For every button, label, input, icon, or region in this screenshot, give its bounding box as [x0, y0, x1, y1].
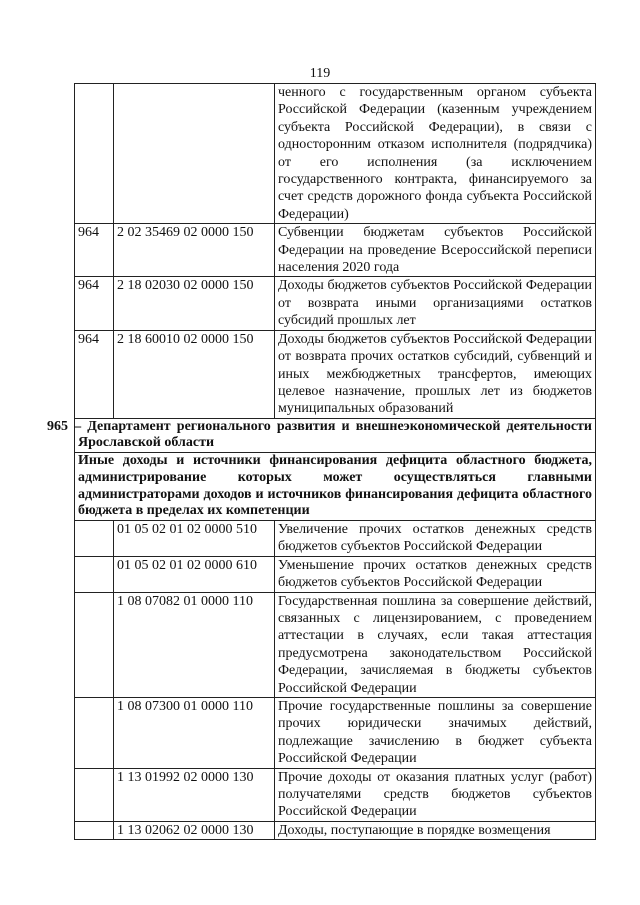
table-row — [75, 821, 596, 839]
description-cell: Субвенции бюджетам субъектов Российской Федерации на проведение Всероссийской переписи населения 2020 года — [275, 224, 596, 277]
description-cell: Увеличение прочих остатков денежных средств бюджетов субъектов Российской Федерации — [275, 520, 596, 556]
page-number: 119 — [309, 66, 331, 81]
description-cell: Прочие государственные пошлины за совершение прочих юридически значимых действий, подлежащие зачислению в бюджет субъекта Российской Федерации — [275, 698, 596, 769]
table-row — [75, 84, 596, 224]
description-cell: ченного с государственным органом субъекта Российской Федерации (казенным учреждением субъекта Российской Федерации), в связи с односторонним отказом исполнителя (подрядчика) от его исполнения (за исключением государственного контракта, финансируемого за счет средств дорожного фонда субъекта Российской Федерации) — [275, 84, 596, 224]
budget-code-cell: 01 05 02 01 02 0000 510 — [114, 520, 275, 556]
table-row — [75, 698, 596, 769]
table-row — [75, 520, 596, 556]
budget-code-cell — [114, 84, 275, 224]
admin-code-cell — [75, 698, 114, 769]
budget-code-cell: 2 18 60010 02 0000 150 — [114, 330, 275, 418]
admin-code-cell: 964 — [75, 330, 114, 418]
admin-code-cell — [75, 821, 114, 839]
table-body — [47, 84, 596, 840]
admin-code-cell — [75, 556, 114, 592]
budget-code-cell: 1 08 07300 01 0000 110 — [114, 698, 275, 769]
admin-code-cell — [75, 84, 114, 224]
admin-code-cell: 964 — [75, 224, 114, 277]
department-heading: 965 – Департамент регионального развития и внешнеэкономической деятельности Ярославской области — [75, 418, 596, 452]
table-row — [75, 224, 596, 277]
budget-code-cell: 2 02 35469 02 0000 150 — [114, 224, 275, 277]
table-row — [75, 330, 596, 418]
admin-code-cell — [75, 592, 114, 697]
budget-code-cell: 2 18 02030 02 0000 150 — [114, 277, 275, 330]
department-row — [75, 418, 596, 452]
admin-code-cell: 964 — [75, 277, 114, 330]
table-row — [75, 556, 596, 592]
description-cell: Доходы бюджетов субъектов Российской Федерации от возврата прочих остатков субсидий, субвенций и иных межбюджетных трансфертов, имеющих целевое назначение, прошлых лет из бюджетов муниципальных образований — [275, 330, 596, 418]
budget-classification-table — [47, 83, 596, 840]
description-cell: Доходы бюджетов субъектов Российской Федерации от возврата иными организациями остатков субсидий прошлых лет — [275, 277, 596, 330]
table-row — [75, 768, 596, 821]
budget-code-cell: 1 08 07082 01 0000 110 — [114, 592, 275, 697]
budget-code-cell: 01 05 02 01 02 0000 610 — [114, 556, 275, 592]
description-cell: Государственная пошлина за совершение действий, связанных с лицензированием, с проведением аттестации в случаях, если такая аттестация предусмотрена законодательством Российской Федерации, зачисляемая в бюджеты субъектов Российской Федерации — [275, 592, 596, 697]
admin-code-cell — [75, 520, 114, 556]
admin-code-cell — [75, 768, 114, 821]
description-cell: Прочие доходы от оказания платных услуг (работ) получателями средств бюджетов субъектов Российской Федерации — [275, 768, 596, 821]
section-heading: Иные доходы и источники финансирования дефицита областного бюджета, администрирование которых может осуществляться главными администраторами доходов и источников финансирования дефицита областного бюджета в пределах их компетенции — [75, 453, 596, 521]
budget-code-cell: 1 13 01992 02 0000 130 — [114, 768, 275, 821]
table-row — [75, 592, 596, 697]
section-row — [75, 453, 596, 521]
table-row — [75, 277, 596, 330]
description-cell: Уменьшение прочих остатков денежных средств бюджетов субъектов Российской Федерации — [275, 556, 596, 592]
budget-code-cell: 1 13 02062 02 0000 130 — [114, 821, 275, 839]
description-cell: Доходы, поступающие в порядке возмещения — [275, 821, 596, 839]
